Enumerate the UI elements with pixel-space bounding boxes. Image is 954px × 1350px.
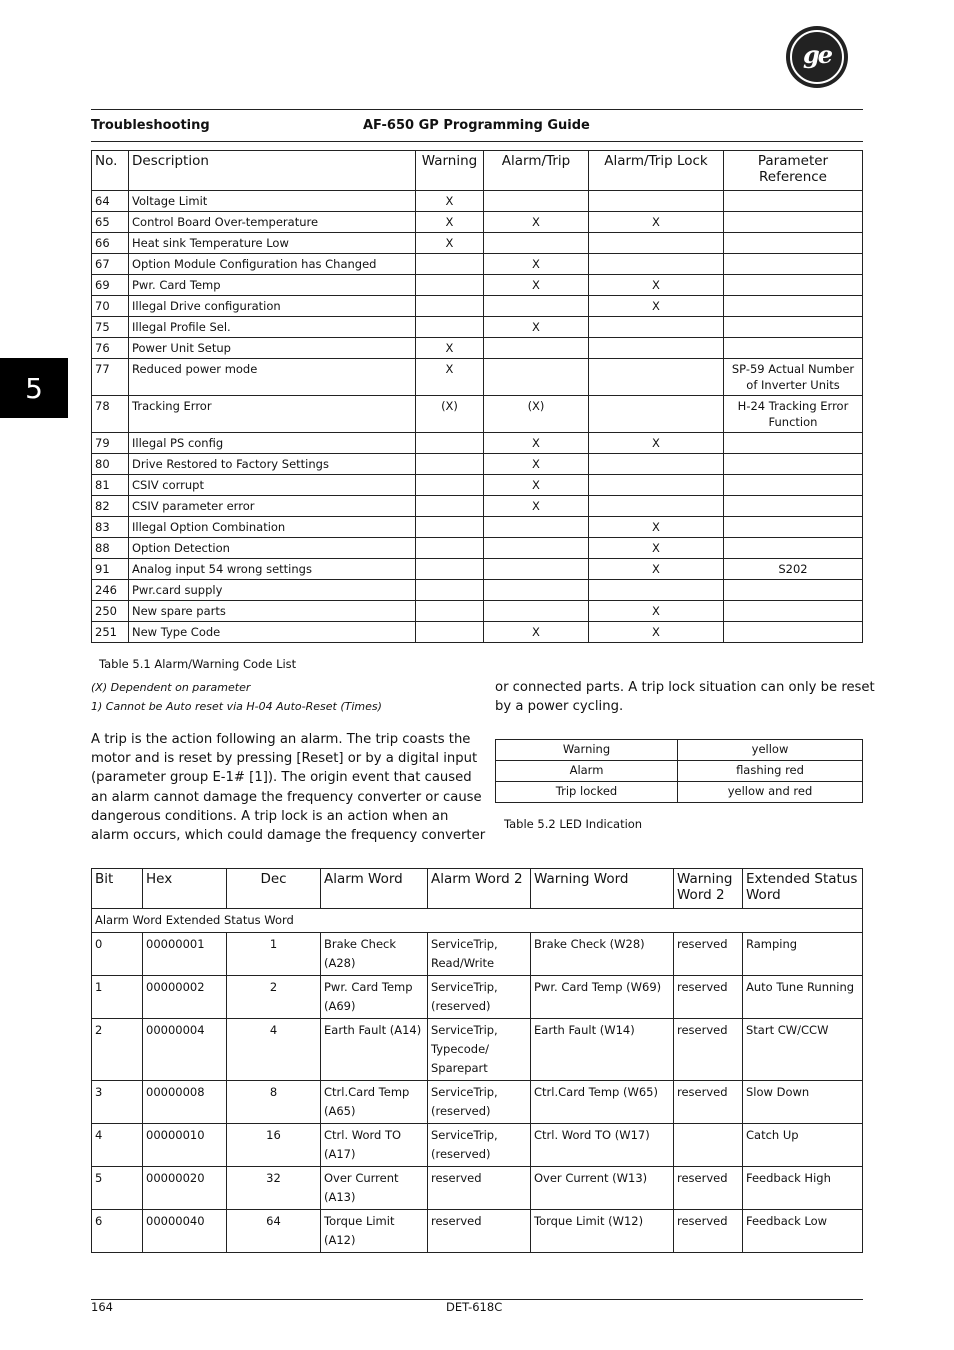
table-cell: Pwr. Card Temp (W69) — [531, 976, 674, 1019]
table-cell: Drive Restored to Factory Settings — [129, 454, 416, 475]
table-cell: 00000001 — [143, 933, 227, 976]
table-cell: Illegal Profile Sel. — [129, 317, 416, 338]
table-cell — [484, 580, 589, 601]
table-cell: X — [484, 212, 589, 233]
header-rule-bottom — [91, 141, 863, 142]
table-cell — [589, 191, 724, 212]
table-cell: Slow Down — [743, 1081, 863, 1124]
table-cell: 91 — [92, 559, 129, 580]
table-cell — [589, 317, 724, 338]
table-cell: H-24 Tracking Error Function — [724, 396, 863, 433]
table-cell — [416, 559, 484, 580]
table-header-row — [92, 869, 863, 909]
table-row — [92, 296, 863, 317]
table-cell: reserved — [674, 933, 743, 976]
table-cell: Ctrl.Card Temp (A65) — [321, 1081, 428, 1124]
table-cell: yellow — [678, 740, 863, 761]
table-cell: 83 — [92, 517, 129, 538]
table-cell — [724, 454, 863, 475]
led-indication-table — [495, 739, 863, 803]
col-bit: Bit — [92, 869, 143, 909]
table-cell — [484, 601, 589, 622]
col-hex: Hex — [143, 869, 227, 909]
table-cell — [724, 191, 863, 212]
table-row — [92, 622, 863, 643]
table-cell — [589, 475, 724, 496]
table-row — [92, 1124, 863, 1167]
table-cell: ServiceTrip, (reserved) — [428, 1081, 531, 1124]
table-cell: reserved — [428, 1167, 531, 1210]
table-cell: X — [416, 212, 484, 233]
col-description: Description — [129, 151, 416, 191]
table-cell: Over Current (A13) — [321, 1167, 428, 1210]
table-cell: 00000020 — [143, 1167, 227, 1210]
table-cell — [416, 517, 484, 538]
table-cell: Control Board Over-temperature — [129, 212, 416, 233]
text-line: (parameter group E-1# [1]). The origin event that caused — [91, 770, 472, 786]
table-cell: reserved — [674, 1210, 743, 1253]
table-cell — [589, 233, 724, 254]
table-cell: 246 — [92, 580, 129, 601]
table-cell — [724, 296, 863, 317]
note-auto-reset: 1) Cannot be Auto reset via H-04 Auto-Reset (Times) — [91, 700, 382, 713]
table-cell — [416, 580, 484, 601]
table-cell — [724, 233, 863, 254]
table-row — [92, 1210, 863, 1253]
table-row — [92, 496, 863, 517]
table-cell: reserved — [674, 976, 743, 1019]
table-row — [92, 433, 863, 454]
table-cell: Pwr.card supply — [129, 580, 416, 601]
table-cell: 80 — [92, 454, 129, 475]
table-cell — [416, 317, 484, 338]
table-cell: X — [589, 622, 724, 643]
text-line: alarm occurs, which could damage the frequency converter — [91, 828, 486, 844]
table-cell: 1 — [92, 976, 143, 1019]
table-cell: 5 — [92, 1167, 143, 1210]
table-cell: X — [484, 433, 589, 454]
header-section: Troubleshooting — [91, 118, 210, 133]
table-cell: 16 — [227, 1124, 321, 1167]
table-cell: X — [589, 433, 724, 454]
table-cell — [416, 454, 484, 475]
table-cell: (X) — [416, 396, 484, 433]
table-cell: 3 — [92, 1081, 143, 1124]
table-cell: Alarm — [496, 761, 678, 782]
table-row — [92, 212, 863, 233]
text-line: by a power cycling. — [495, 699, 624, 715]
table-row — [92, 191, 863, 212]
table-cell: Illegal Option Combination — [129, 517, 416, 538]
table-cell: Reduced power mode — [129, 359, 416, 396]
table-cell: X — [484, 475, 589, 496]
table-cell: X — [484, 254, 589, 275]
table-cell — [484, 359, 589, 396]
table-cell — [589, 454, 724, 475]
table-row — [92, 517, 863, 538]
table-cell — [724, 275, 863, 296]
table-cell: Option Module Configuration has Changed — [129, 254, 416, 275]
table-cell: X — [416, 338, 484, 359]
table-cell — [589, 359, 724, 396]
table-cell: Tracking Error — [129, 396, 416, 433]
table-cell — [724, 622, 863, 643]
table-cell: X — [484, 496, 589, 517]
table-cell: 67 — [92, 254, 129, 275]
table-row — [92, 580, 863, 601]
table-cell: 00000002 — [143, 976, 227, 1019]
table-cell: yellow and red — [678, 782, 863, 803]
table-cell: Torque Limit (A12) — [321, 1210, 428, 1253]
table-cell: Voltage Limit — [129, 191, 416, 212]
table-cell: X — [416, 233, 484, 254]
table-cell: Start CW/CCW — [743, 1019, 863, 1081]
table-cell: X — [589, 601, 724, 622]
table-cell: Illegal Drive configuration — [129, 296, 416, 317]
table-cell: 78 — [92, 396, 129, 433]
table-cell: X — [484, 275, 589, 296]
table-cell: X — [589, 275, 724, 296]
table-cell: CSIV parameter error — [129, 496, 416, 517]
table-cell: X — [589, 212, 724, 233]
text-line: motor and is reset by pressing [Reset] or by a digital input — [91, 751, 478, 767]
table-cell: Analog input 54 wrong settings — [129, 559, 416, 580]
table-cell — [589, 496, 724, 517]
table-row — [92, 233, 863, 254]
table-cell — [416, 275, 484, 296]
table-cell — [724, 212, 863, 233]
col-dec: Dec — [227, 869, 321, 909]
table-cell: 6 — [92, 1210, 143, 1253]
table-cell: 0 — [92, 933, 143, 976]
table-row — [496, 782, 863, 803]
table-cell: Illegal PS config — [129, 433, 416, 454]
table-cell: New Type Code — [129, 622, 416, 643]
table-row — [92, 338, 863, 359]
table-cell — [416, 496, 484, 517]
table-cell — [724, 475, 863, 496]
table-cell: Power Unit Setup — [129, 338, 416, 359]
table-cell: 77 — [92, 359, 129, 396]
table-cell: reserved — [428, 1210, 531, 1253]
table-cell: X — [484, 317, 589, 338]
table-cell: S202 — [724, 559, 863, 580]
table-cell: Torque Limit (W12) — [531, 1210, 674, 1253]
table-cell: 81 — [92, 475, 129, 496]
table-cell — [484, 517, 589, 538]
table-cell: 4 — [92, 1124, 143, 1167]
table-cell: 1 — [227, 933, 321, 976]
table-cell: X — [589, 296, 724, 317]
table-cell: Pwr. Card Temp — [129, 275, 416, 296]
table-cell: Over Current (W13) — [531, 1167, 674, 1210]
table-cell: 250 — [92, 601, 129, 622]
table-cell: 251 — [92, 622, 129, 643]
table-cell: 00000010 — [143, 1124, 227, 1167]
table-cell — [416, 475, 484, 496]
col-warning: Warning — [416, 151, 484, 191]
table-cell — [416, 433, 484, 454]
table-cell: 4 — [227, 1019, 321, 1081]
table-cell — [724, 580, 863, 601]
table-cell — [674, 1124, 743, 1167]
table-row — [92, 1167, 863, 1210]
table-cell — [724, 538, 863, 559]
table-cell: New spare parts — [129, 601, 416, 622]
table-row — [92, 559, 863, 580]
table-cell: flashing red — [678, 761, 863, 782]
col-alarm-word: Alarm Word — [321, 869, 428, 909]
table-cell: 75 — [92, 317, 129, 338]
trip-paragraph — [91, 730, 485, 845]
table-cell: Auto Tune Running — [743, 976, 863, 1019]
table-cell: 76 — [92, 338, 129, 359]
table-row — [496, 761, 863, 782]
table-cell: X — [589, 559, 724, 580]
alarm-warning-code-table — [91, 150, 863, 643]
table-cell: 32 — [227, 1167, 321, 1210]
table-cell — [724, 338, 863, 359]
table-cell: (X) — [484, 396, 589, 433]
table-cell: 00000008 — [143, 1081, 227, 1124]
text-line: an alarm cannot damage the frequency converter or cause — [91, 789, 482, 805]
note-dependent: (X) Dependent on parameter — [91, 681, 251, 694]
table-cell — [416, 538, 484, 559]
table-cell: ServiceTrip, (reserved) — [428, 1124, 531, 1167]
header-rule-top — [91, 109, 863, 110]
table-cell: ServiceTrip, Read/Write — [428, 933, 531, 976]
table-cell — [416, 622, 484, 643]
table-cell: CSIV corrupt — [129, 475, 416, 496]
table-row — [92, 254, 863, 275]
table-cell — [416, 296, 484, 317]
table-cell: X — [589, 517, 724, 538]
table-cell: X — [484, 454, 589, 475]
col-alarm-trip-lock: Alarm/Trip Lock — [589, 151, 724, 191]
text-line: dangerous conditions. A trip lock is an action when an — [91, 808, 449, 824]
table-cell: 64 — [227, 1210, 321, 1253]
table-cell — [724, 601, 863, 622]
table-cell: ServiceTrip, Typecode/ Sparepart — [428, 1019, 531, 1081]
col-warning-word: Warning Word — [531, 869, 674, 909]
table-cell — [484, 538, 589, 559]
table-header-row — [92, 151, 863, 191]
table-row — [92, 601, 863, 622]
trip-lock-paragraph — [495, 678, 875, 716]
table-cell: Ramping — [743, 933, 863, 976]
table-cell: 64 — [92, 191, 129, 212]
table-cell: SP-59 Actual Number of Inverter Units — [724, 359, 863, 396]
table-cell: 00000004 — [143, 1019, 227, 1081]
table-cell — [589, 254, 724, 275]
table-cell: 88 — [92, 538, 129, 559]
table-cell: X — [416, 359, 484, 396]
chapter-tab: 5 — [0, 358, 68, 418]
table-cell — [724, 433, 863, 454]
table-cell: Trip locked — [496, 782, 678, 803]
header-guide-title: AF-650 GP Programming Guide — [363, 118, 590, 133]
text-line: A trip is the action following an alarm. The trip coasts the — [91, 732, 471, 747]
table-row — [92, 538, 863, 559]
table-cell — [484, 191, 589, 212]
table-cell — [724, 317, 863, 338]
table-row — [496, 740, 863, 761]
table-cell — [416, 601, 484, 622]
table-cell: X — [484, 622, 589, 643]
table-cell — [589, 338, 724, 359]
col-extended-status-word: Extended Status Word — [743, 869, 863, 909]
col-warning-word-2: Warning Word 2 — [674, 869, 743, 909]
table-row — [92, 1081, 863, 1124]
table-row — [92, 275, 863, 296]
page-number: 164 — [91, 1300, 113, 1314]
table-cell: Warning — [496, 740, 678, 761]
table-cell: X — [416, 191, 484, 212]
table-cell: 8 — [227, 1081, 321, 1124]
table-cell: Brake Check (W28) — [531, 933, 674, 976]
table-cell: 79 — [92, 433, 129, 454]
table-cell: Brake Check (A28) — [321, 933, 428, 976]
table-cell: Feedback High — [743, 1167, 863, 1210]
table-cell: Heat sink Temperature Low — [129, 233, 416, 254]
text-line: or connected parts. A trip lock situation can only be reset — [495, 680, 875, 695]
col-parameter-reference: Parameter Reference — [724, 151, 863, 191]
table-cell — [484, 559, 589, 580]
table-cell: ServiceTrip, (reserved) — [428, 976, 531, 1019]
doc-id: DET-618C — [446, 1300, 503, 1314]
table-cell: 00000040 — [143, 1210, 227, 1253]
table-cell: Pwr. Card Temp (A69) — [321, 976, 428, 1019]
table-row — [92, 933, 863, 976]
table-cell — [484, 338, 589, 359]
table-cell — [484, 233, 589, 254]
table-cell — [724, 254, 863, 275]
table-cell: 66 — [92, 233, 129, 254]
table-cell: 70 — [92, 296, 129, 317]
table-row — [92, 1019, 863, 1081]
table-cell: Earth Fault (W14) — [531, 1019, 674, 1081]
table-cell: reserved — [674, 1167, 743, 1210]
col-alarm-trip: Alarm/Trip — [484, 151, 589, 191]
alarm-word-table — [91, 868, 863, 1253]
table-subheader-row — [92, 909, 863, 933]
table-cell — [724, 496, 863, 517]
table-cell: 69 — [92, 275, 129, 296]
table-row — [92, 976, 863, 1019]
col-alarm-word-2: Alarm Word 2 — [428, 869, 531, 909]
table-cell: Ctrl.Card Temp (W65) — [531, 1081, 674, 1124]
table-row — [92, 317, 863, 338]
table-cell: 82 — [92, 496, 129, 517]
table-row — [92, 475, 863, 496]
table2-caption: Table 5.2 LED Indication — [504, 817, 643, 831]
table-cell: X — [589, 538, 724, 559]
table-cell: 2 — [92, 1019, 143, 1081]
table-cell: Ctrl. Word TO (W17) — [531, 1124, 674, 1167]
table-subheader: Alarm Word Extended Status Word — [92, 909, 863, 933]
col-no: No. — [92, 151, 129, 191]
table-cell: 65 — [92, 212, 129, 233]
table-cell — [724, 517, 863, 538]
table-cell: 2 — [227, 976, 321, 1019]
table1-caption: Table 5.1 Alarm/Warning Code List — [99, 657, 297, 671]
table-cell: Option Detection — [129, 538, 416, 559]
table-cell: reserved — [674, 1019, 743, 1081]
table-cell: Earth Fault (A14) — [321, 1019, 428, 1081]
table-cell — [416, 254, 484, 275]
ge-logo: ge — [786, 26, 848, 88]
table-cell — [589, 580, 724, 601]
table-cell — [484, 296, 589, 317]
table-row — [92, 396, 863, 433]
table-cell: Feedback Low — [743, 1210, 863, 1253]
table-cell — [589, 396, 724, 433]
table-row — [92, 454, 863, 475]
table-cell: Ctrl. Word TO (A17) — [321, 1124, 428, 1167]
table-cell: reserved — [674, 1081, 743, 1124]
table-cell: Catch Up — [743, 1124, 863, 1167]
table-row — [92, 359, 863, 396]
